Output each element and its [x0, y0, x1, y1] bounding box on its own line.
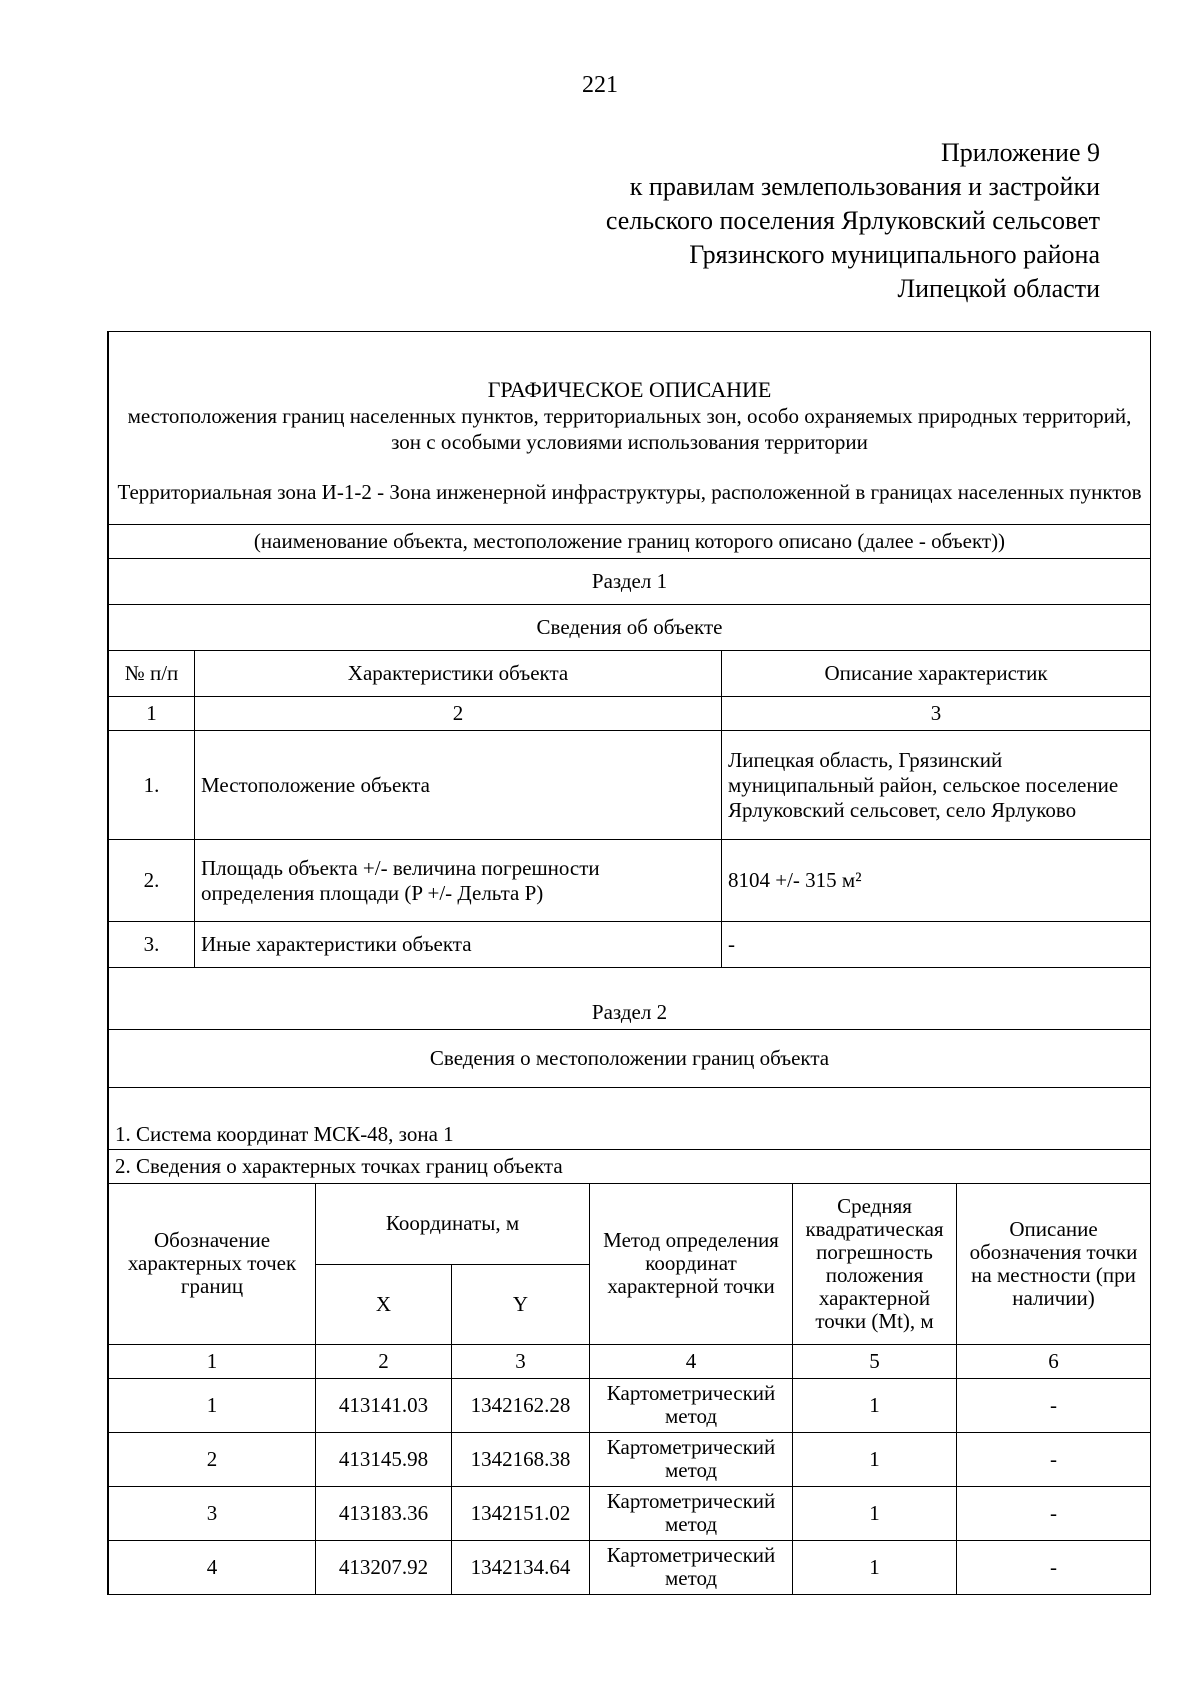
point-error: 1: [793, 1540, 957, 1594]
characteristic-name: Местоположение объекта: [195, 731, 722, 840]
column-number: 3: [452, 1344, 590, 1378]
table-row: [109, 1540, 1151, 1594]
table-row: [109, 731, 1151, 840]
column-header: Характеристики объекта: [195, 651, 722, 697]
section2-title: Раздел 2: [109, 968, 1151, 1030]
column-header: Описание характеристик: [722, 651, 1151, 697]
column-number: 2: [195, 697, 722, 731]
point-x: 413141.03: [316, 1378, 452, 1432]
document-title: ГРАФИЧЕСКОЕ ОПИСАНИЕ: [487, 377, 772, 402]
characteristic-description: -: [722, 922, 1151, 968]
coordinate-system: 1. Система координат МСК-48, зона 1: [109, 1088, 1151, 1150]
appendix-line: Приложение 9: [940, 138, 1100, 167]
column-header-error: Средняя квадратическая погрешность положения характерной точки (Mt), м: [793, 1184, 957, 1344]
point-description: -: [957, 1378, 1151, 1432]
column-number: 2: [316, 1344, 452, 1378]
point-description: -: [957, 1432, 1151, 1486]
column-number: 1: [109, 1344, 316, 1378]
row-number: 2.: [109, 840, 195, 922]
column-header-x: X: [316, 1264, 452, 1344]
section2-subtitle: Сведения о местоположении границ объекта: [109, 1030, 1151, 1088]
document-subtitle: местоположения границ населенных пунктов, территориальных зон, особо охраняемых природных территорий, зон с особыми условиями использования территории: [127, 404, 1132, 454]
points-caption: 2. Сведения о характерных точках границ объекта: [109, 1150, 1151, 1184]
document-header: [109, 332, 1151, 525]
appendix-line: сельского поселения Ярлуковский сельсовет: [605, 206, 1100, 235]
characteristic-description: 8104 +/- 315 м²: [722, 840, 1151, 922]
column-header-coordinates: Координаты, м: [316, 1184, 590, 1264]
point-description: -: [957, 1486, 1151, 1540]
column-number: 5: [793, 1344, 957, 1378]
zone-name: Территориальная зона И-1-2 - Зона инженерной инфраструктуры, расположенной в границах населенных пунктов: [117, 480, 1142, 504]
point-y: 1342151.02: [452, 1486, 590, 1540]
appendix-block: [400, 136, 1100, 306]
point-id: 4: [109, 1540, 316, 1594]
object-caption: (наименование объекта, местоположение границ которого описано (далее - объект)): [109, 525, 1151, 559]
table-row: [109, 922, 1151, 968]
characteristic-description: Липецкая область, Грязинский муниципальный район, сельское поселение Ярлуковский сельсовет, село Ярлуково: [722, 731, 1151, 840]
point-id: 2: [109, 1432, 316, 1486]
point-id: 1: [109, 1378, 316, 1432]
point-x: 413145.98: [316, 1432, 452, 1486]
point-error: 1: [793, 1378, 957, 1432]
section1-subtitle: Сведения об объекте: [109, 605, 1151, 651]
point-x: 413183.36: [316, 1486, 452, 1540]
column-header-designation: Обозначение характерных точек границ: [109, 1184, 316, 1344]
point-y: 1342162.28: [452, 1378, 590, 1432]
table-row: [109, 840, 1151, 922]
point-description: -: [957, 1540, 1151, 1594]
points-table: [108, 1184, 1151, 1595]
column-header: № п/п: [109, 651, 195, 697]
column-number: 3: [722, 697, 1151, 731]
column-number: 1: [109, 697, 195, 731]
page-number: 221: [582, 72, 618, 98]
section1-title: Раздел 1: [109, 559, 1151, 605]
point-y: 1342168.38: [452, 1432, 590, 1486]
characteristic-name: Иные характеристики объекта: [195, 922, 722, 968]
appendix-line: Липецкой области: [897, 274, 1100, 303]
point-id: 3: [109, 1486, 316, 1540]
section1-table: [108, 331, 1151, 1184]
point-error: 1: [793, 1432, 957, 1486]
appendix-line: к правилам землепользования и застройки: [629, 172, 1100, 201]
column-number: 6: [957, 1344, 1151, 1378]
point-method: Картометрический метод: [590, 1540, 793, 1594]
column-header-y: Y: [452, 1264, 590, 1344]
point-method: Картометрический метод: [590, 1378, 793, 1432]
document-frame: [107, 331, 1151, 1595]
row-number: 3.: [109, 922, 195, 968]
row-number: 1.: [109, 731, 195, 840]
table-row: [109, 1486, 1151, 1540]
point-error: 1: [793, 1486, 957, 1540]
appendix-line: Грязинского муниципального района: [689, 240, 1100, 269]
column-number: 4: [590, 1344, 793, 1378]
point-y: 1342134.64: [452, 1540, 590, 1594]
column-header-method: Метод определения координат характерной точки: [590, 1184, 793, 1344]
point-method: Картометрический метод: [590, 1432, 793, 1486]
column-header-description: Описание обозначения точки на местности (при наличии): [957, 1184, 1151, 1344]
characteristic-name: Площадь объекта +/- величина погрешности определения площади (P +/- Дельта P): [195, 840, 722, 922]
point-method: Картометрический метод: [590, 1486, 793, 1540]
table-row: [109, 1432, 1151, 1486]
point-x: 413207.92: [316, 1540, 452, 1594]
table-row: [109, 1378, 1151, 1432]
